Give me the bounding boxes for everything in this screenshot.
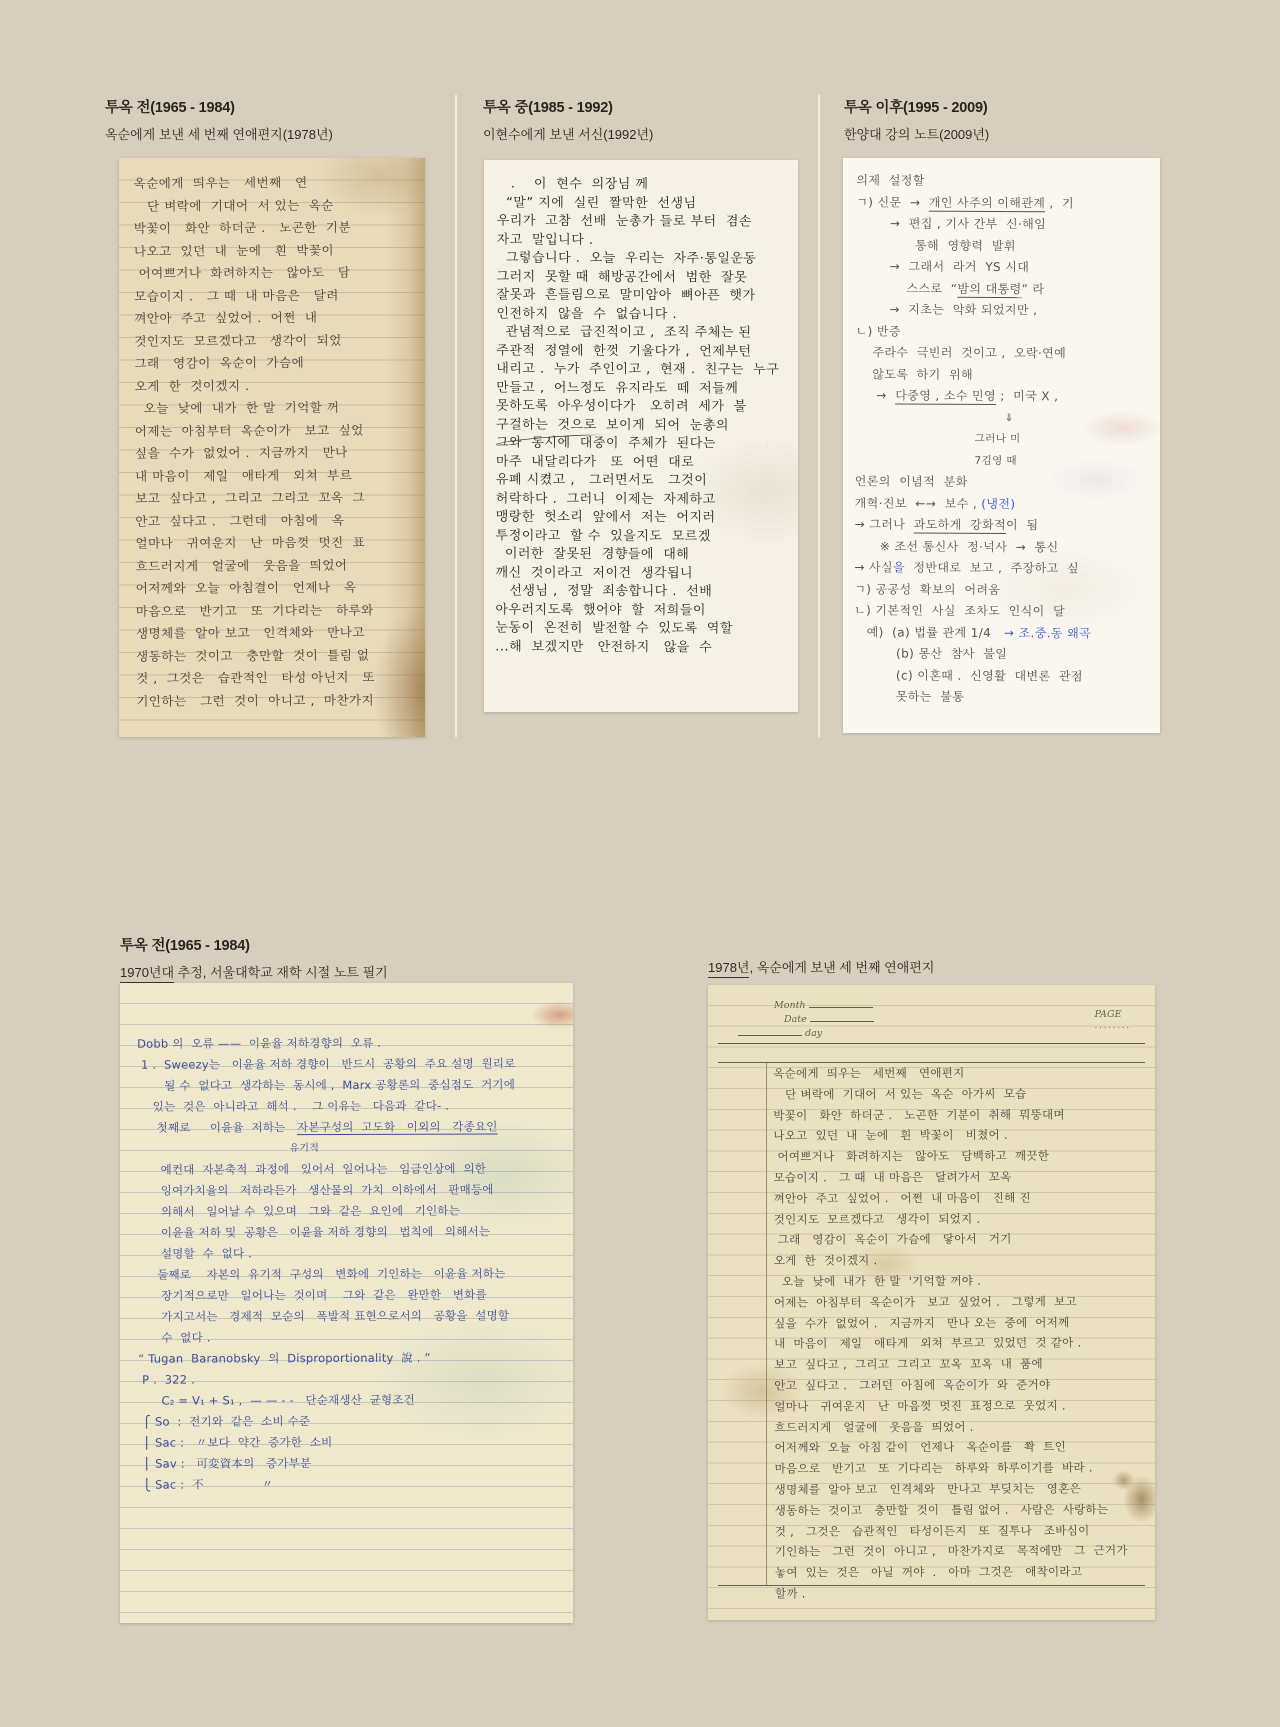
document-scan-love-letter-1978-crop: [119, 158, 425, 737]
document-scan-love-letter-1978-full: [708, 985, 1155, 1620]
artifact-caption: 한양대 강의 노트(2009년): [844, 127, 990, 142]
handwriting-lines: 옥순에게 띄우는 세번째 연애편지 단 벼락에 기대어 서 있는 옥순 아가씨 모습 박꽃이 화안 하더군 . 노곤한 기분이 취해 뭐뚱대며 나오고 있던 내 눈에 흰 박꽃이 비쳤어 . 어여쁘거나 화려하지는 않아도 담백하고 깨끗한 모습이지 . 그 때 내 마음은 달려가서 꼬옥 껴안아 주고 싶었어 . 어쩐 내 마음이 진해 진 것인지도 모르겠다고 생각이 되었지 . 그래 영감이 옥순이 가슴에 닿아서 거기 오게 한 것이겠지 . 오늘 낮에 내가 한 말 '기억할 꺼야 . 어제는 아침부터 옥순이가 보고 싶었어 . 그렇게 보고 싶을 수가 없었어 . 지금까지 만나 오는 중에 어저께 내 마음이 제일 애타게 외쳐 부르고 있었던 것 같아 . 보고 싶다고 , 그리고 그리고 꼬옥 꼬옥 내 품에 안고 싶다고 . 그러던 아침에 옥순이가 와 준거야 얼마나 귀여운지 난 마음껏 멋진 표정으로 웃었지 . 흐드러지게 얼굴에 웃음을 띄었어 . 어저께와 오늘 아침 같이 언제나 옥순이를 쫙 트인 마음으로 반기고 또 기다리는 하루와 하루이기를 바라 . 생명체를 알아 보고 인격체와 만나고 부딪치는 영혼은 생동하는 것이고 충만할 것이 틀림 없어 . 사람은 사랑하는 것 , 그것은 습관적인 타성이든지 또 질투나 조바심이 기인하는 그런 것이 아니고 , 마찬가지로 목적에만 그 근거가 놓여 있는 것은 아닐 꺼야 . 아마 그것은 애착이라고 할까 .: [773, 1065, 1128, 1601]
letterhead-day-field: day: [738, 1027, 822, 1039]
document-scan-prison-letter-1992: [484, 160, 798, 712]
document-scan-university-note-1970s: [120, 983, 573, 1623]
artifact-caption: [120, 962, 388, 981]
caption-text: 추정, 서울대학교 재학 시절 노트 필기: [174, 965, 388, 980]
caption-text: , 옥순에게 보낸 세 번째 연애편지: [749, 960, 935, 975]
period-title: 투옥 이후(1995 - 2009): [844, 100, 988, 116]
caption-label-love-letter: [708, 957, 934, 976]
artifact-caption: 이현수에게 보낸 서신(1992년): [483, 127, 654, 142]
letterhead-date-field: Date: [784, 1013, 874, 1025]
handwriting-lines: 옥순에게 띄우는 세번째 연 단 벼락에 기대어 서 있는 옥순 박꽃이 화안 하더군 . 노곤한 기분 나오고 있던 내 눈에 흰 박꽃이 어여쁘거나 화려하지는 않아도 담 모습이지 . 그 때 내 마음은 달려 껴안아 주고 싶었어 . 어쩐 내 것인지도 모르겠다고 생각이 되었 그래 영감이 옥순이 가슴에 오게 한 것이겠지 . 오늘 낮에 내가 한 말 기억할 꺼 어제는 아침부터 옥순이가 보고 싶었 싶을 수가 없었어 . 지금까지 만나 내 마음이 제일 애타게 외쳐 부르 보고 싶다고 , 그리고 그리고 꼬옥 그 안고 싶다고 . 그런데 아침에 옥 얼마나 귀여운지 난 마음껏 멋진 표 흐드러지게 얼굴에 웃음을 띄었어 어저께와 오늘 아침결이 언제나 옥 마음으로 반기고 또 기다리는 하루와 생명체를 알아 보고 인격체와 만나고 생동하는 것이고 충만할 것이 틀림 없 것 , 그것은 습관적인 타성 아닌지 또 기인하는 그런 것이 아니고 , 마찬가지: [133, 174, 375, 709]
handwriting-lines: . 이 현수 의장님 께 “말” 지에 실린 짤막한 선생님 우리가 고참 선배 눈총가 들로 부터 겸손 자고 말입니다 . 그렇습니다 . 오늘 우리는 자주·통일운동 그러지 못할 때 해방공간에서 범한 잘못 잘못과 흔들림으로 말미암아 뼈아픈 햇가 인전하지 않을 수 없습니다 . 관념적으로 급진적이고 , 조직 주체는 된 주관적 정열에 한껏 기울다가 , 언제부턴 내리고 . 누가 주인이고 , 현재 . 친구는 누구 만들고 , 어느정도 유지라도 떼 저들께 못하도록 아우성이다가 오히려 세가 불 구걸하는 것으로 보이게 되어 눈총의 그와 동시에 대중이 주체가 된다는 마주 내달리다가 또 어떤 대로 유폐 시켰고 , 그러면서도 그것이 허락하다 . 그러니 이제는 자제하고 맹랑한 헛소리 앞에서 저는 어지러 투정이라고 할 수 있을지도 모르겠 이러한 잘못된 경향들에 대해 깨신 것이라고 저이건 생각됩니 선생님 , 정말 죄송합니다 . 선배 아우러지도록 했어야 할 저희들이 눈동이 온전히 발전할 수 있도록 역할 ...해 보겠지만 안전하지 않을 수: [484, 160, 798, 712]
letterhead-month-field: Month: [774, 999, 873, 1011]
letterhead-page-field: PAGE ........: [1094, 1009, 1131, 1030]
handwriting-lines: Dobb 의 오류 —— 이윤율 저하경향의 오류 . 1 . Sweezy는 이윤율 저하 경향이 반드시 공황의 주요 설명 원리로 될 수 없다고 생각하는 동시에 , Marx 공황론의 중심점도 거기에 있는 것은 아니라고 해석 . 그 이유는 다음과 같다- . 첫째로 이윤율 저하는 자본구성의 고도화 이외의 각종요인 유기적 예컨대 자본축적 과정에 있어서 일어나는 임금인상에 의한 잉여가치율의 저하라든가 생산물의 가치 이하에서 판매등에 의해서 일어날 수 있으며 그와 같은 요인에 기인하는 이윤율 저하 및 공황은 이윤율 저하 경향의 법칙에 의해서는 설명할 수 없다 . 둘째로 자본의 유기적 구성의 변화에 기인하는 이윤율 저하는 장기적으로만 일어나는 것이며 그와 같은 완만한 변화를 가지고서는 경제적 모순의 폭발적 표현으로서의 공황을 설명할 수 없다 . “ Tugan Baranobsky 의 Disproportionality 說 . ” P . 322 . C₂ = V₁ + S₁ , — — - - 단순재생산 균형조건 ⎧ So : 전기와 같은 소비 수준 ⎪ Sac : 〃보다 약간 증가한 소비 ⎪ Sav : 可変資本의 증가부분 ⎩ Sac : 不 〃: [137, 1035, 516, 1492]
caption-year: 1978년: [708, 960, 749, 978]
period-label-after-prison: [844, 96, 989, 143]
period-label-in-prison: [483, 96, 653, 143]
document-scan-lecture-note-2009: [843, 158, 1160, 733]
artifact-caption: 옥순에게 보낸 세 번째 연애편지(1978년): [105, 127, 333, 142]
period-title: 투옥 전(1965 - 1984): [120, 938, 250, 954]
period-label-before-prison: [105, 96, 333, 143]
handwriting-lines: 의제 설정할 ㄱ) 신문 → 개인 사주의 이해관계 , 기 → 편집 , 기사 간부 신·해임 통해 영향력 발휘 → 그래서 라거 YS 시대 스스로 “밤의 대통령” 라 → 지초는 악화 되었지만 , ㄴ) 반증 주라수 극빈러 것이고 , 오락·연예 않도록 하기 위해 → 다중영 , 소수 민영 ; 미국 X , ⇓ 그러나 미 7김영 때 언론의 이념적 분화 개혁·진보 ←→ 보수 , (냉전) → 그러나 과도하게 강화적이 됨 ※ 조선 통신사 정·넉사 → 통신 → 사실을 정반대로 보고 , 주장하고 싶 ㄱ) 공공성 확보의 어려움 ㄴ) 기본적인 사실 조차도 인식이 달 예) (a) 법률 관계 1/4 → 조.중.동 왜곡 (b) 몽산 참사 불일 (c) 이혼때 . 신영활 대변론 관점 못하는 불통: [853, 173, 1092, 704]
period-title: 투옥 중(1985 - 1992): [483, 100, 613, 116]
artifact-caption: [708, 957, 934, 976]
column-divider-1: [455, 95, 457, 737]
caption-year: 1970년대: [120, 965, 174, 983]
period-label-before-prison-2: [120, 934, 388, 981]
period-title: 투옥 전(1965 - 1984): [105, 100, 235, 116]
column-divider-2: [818, 95, 820, 737]
